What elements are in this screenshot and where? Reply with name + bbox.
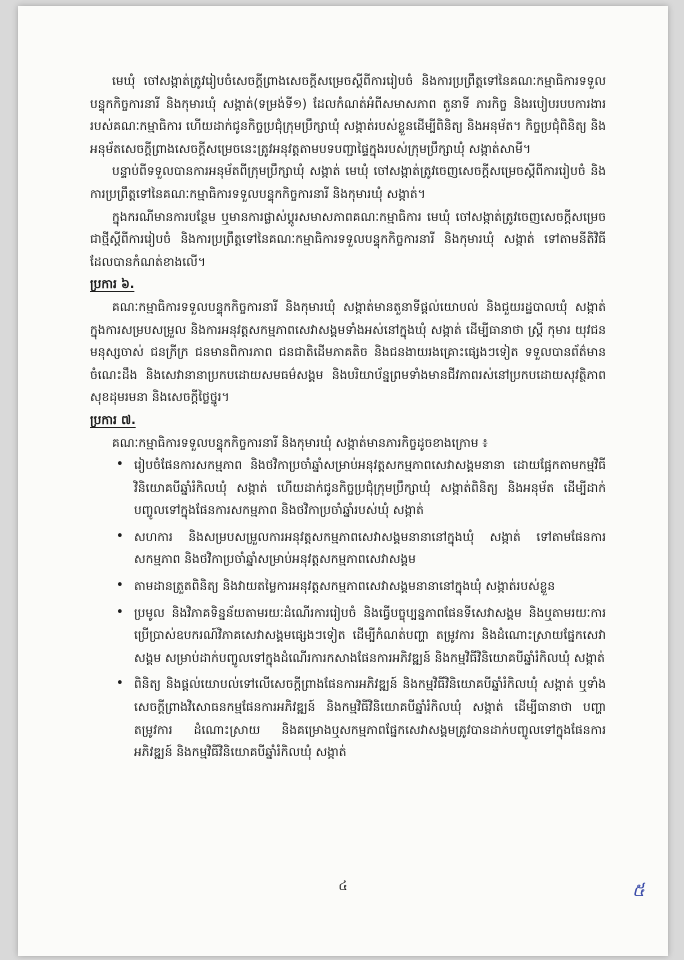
paragraph-3: ក្នុងករណីមានការបន្ថែម ឬមានការផ្លាស់ប្តូរសមាសភាពគណៈកម្មាធិការ មេឃុំ ចៅសង្កាត់ត្រូវចេញសេចក្តីសម្រេចជាថ្មីស្តីពីការរៀបចំ និងការប្រព្រឹត្តទៅនៃគណៈកម្មាធិការទទួលបន្ទុកកិច្ចការនារី និងកុមារឃុំ សង្កាត់ ទៅតាមនីតិវិធីដែលបានកំណត់ខាងលើ។ [90, 209, 606, 269]
document-page [18, 6, 668, 956]
article-7-title: ប្រការ ៧. [90, 412, 136, 427]
document-body [90, 70, 606, 768]
duties-list [90, 454, 606, 764]
paragraph-1: មេឃុំ ចៅសង្កាត់ត្រូវរៀបចំសេចក្តីព្រាងសេចក្តីសម្រេចស្តីពីការរៀបចំ និងការប្រព្រឹត្តទៅនៃគណៈកម្មាធិការទទួលបន្ទុកកិច្ចការនារី និងកុមារឃុំ សង្កាត់(ទម្រង់ទី១) ដែលកំណត់អំពីសមាសភាព តួនាទី ភារកិច្ច និងរបៀបរបបការងាររបស់គណៈកម្មាធិការ ហើយដាក់ជូនកិច្ចប្រជុំក្រុមប្រឹក្សាឃុំ សង្កាត់របស់ខ្លួនដើម្បីពិនិត្យ និងអនុម័ត។ កិច្ចប្រជុំពិនិត្យ និងអនុម័តសេចក្តីព្រាងសេចក្តីសម្រេចនេះត្រូវអនុវត្តតាមបទបញ្ជាផ្ទៃក្នុងរបស់ក្រុមប្រឹក្សាឃុំ សង្កាត់សាមី។ [90, 74, 606, 156]
page-number: ៤ [338, 879, 348, 894]
handwritten-page-mark: ៥ [632, 880, 645, 901]
article-6-title: ប្រការ ៦. [90, 277, 135, 292]
paragraph-2: បន្ទាប់ពីទទួលបានការអនុម័តពីក្រុមប្រឹក្សាឃុំ សង្កាត់ មេឃុំ ចៅសង្កាត់ត្រូវចេញសេចក្តីសម្រេចស្តីពីការរៀបចំ និងការប្រព្រឹត្តទៅនៃគណៈកម្មាធិការទទួលបន្ទុកកិច្ចការនារី និងកុមារឃុំ សង្កាត់។ [90, 164, 606, 201]
list-item: • ពិនិត្យ និងផ្តល់យោបល់ទៅលើសេចក្តីព្រាងផែនការអភិវឌ្ឍន៍ និងកម្មវិធីវិនិយោគបីឆ្នាំរំកិលឃុំ សង្កាត់ ឬទាំងសេចក្តីព្រាងវិសោធនកម្មផែនការអភិវឌ្ឍន៍ និងកម្មវិធីវិនិយោគបីឆ្នាំរំកិលឃុំ សង្កាត់ ដើម្បីធានាថា បញ្ហា តម្រូវការ ដំណោះស្រាយ និងគម្រោងឬសកម្មភាពផ្នែកសេវាសង្គមត្រូវបានដាក់បញ្ចូលទៅក្នុងផែនការអភិវឌ្ឍន៍ និងកម្មវិធីវិនិយោគបីឆ្នាំរំកិលឃុំ សង្កាត់ [134, 673, 606, 763]
list-item: • សហការ និងសម្របសម្រួលការអនុវត្តសកម្មភាពសេវាសង្គមនានានៅក្នុងឃុំ សង្កាត់ ទៅតាមផែនការសកម្មភាព និងថវិកាប្រចាំឆ្នាំសម្រាប់អនុវត្តសកម្មភាពសេវាសង្គម [134, 526, 606, 571]
list-item: • តាមដានត្រួតពិនិត្យ និងវាយតម្លៃការអនុវត្តសកម្មភាពសេវាសង្គមនានានៅក្នុងឃុំ សង្កាត់របស់ខ្លួន [134, 575, 606, 598]
article-7-intro: គណៈកម្មាធិការទទួលបន្ទុកកិច្ចការនារី និងកុមារឃុំ សង្កាត់មានភារកិច្ចដូចខាងក្រោម ៖ [112, 435, 488, 450]
list-item: • រៀបចំផែនការសកម្មភាព និងថវិកាប្រចាំឆ្នាំសម្រាប់អនុវត្តសកម្មភាពសេវាសង្គមនានា ដោយផ្អែកតាមកម្មវិធីវិនិយោគបីឆ្នាំរំកិលឃុំ សង្កាត់ ហើយដាក់ជូនកិច្ចប្រជុំក្រុមប្រឹក្សាឃុំ សង្កាត់ពិនិត្យ និងអនុម័ត ដើម្បីដាក់បញ្ចូលទៅក្នុងផែនការសកម្មភាព និងថវិកាប្រចាំឆ្នាំរបស់ឃុំ សង្កាត់ [134, 454, 606, 522]
list-item: • ប្រមូល និងវិភាគទិន្នន័យតាមរយៈដំណើរការរៀបចំ និងធ្វើបច្ចុប្បន្នភាពផែនទីសេវាសង្គម និងឬតាមរយៈការប្រើប្រាស់ឧបករណ៍វិភាគសេវាសង្គមផ្សេងៗទៀត ដើម្បីកំណត់បញ្ហា តម្រូវការ និងដំណោះស្រាយផ្នែកសេវាសង្គម សម្រាប់ដាក់បញ្ចូលទៅក្នុងដំណើរការកសាងផែនការអភិវឌ្ឍន៍ និងកម្មវិធីវិនិយោគបីឆ្នាំរំកិលឃុំ សង្កាត់ [134, 602, 606, 670]
article-6-body: គណៈកម្មាធិការទទួលបន្ទុកកិច្ចការនារី និងកុមារឃុំ សង្កាត់មានតួនាទីផ្តល់យោបល់ និងជួយរដ្ឋបាលឃុំ សង្កាត់ក្នុងការសម្របសម្រួល និងការអនុវត្តសកម្មភាពសេវាសង្គមទាំងអស់នៅក្នុងឃុំ សង្កាត់ ដើម្បីធានាថា ស្ត្រី កុមារ យុវជន មនុស្សចាស់ ជនក្រីក្រ ជនមានពិការភាព ជនជាតិដើមភាគតិច និងជនងាយរងគ្រោះផ្សេងៗទៀត ទទួលបានព័ត៌មាន ចំណេះដឹង និងសេវានានាប្រកបដោយសមធម៌សង្គម និងបរិយាប័ន្នព្រមទាំងមានជីវភាពរស់នៅប្រកបដោយសុវត្ថិភាព សុខដុមរមនា និងសេចក្តីថ្លៃថ្នូរ។ [90, 299, 606, 405]
